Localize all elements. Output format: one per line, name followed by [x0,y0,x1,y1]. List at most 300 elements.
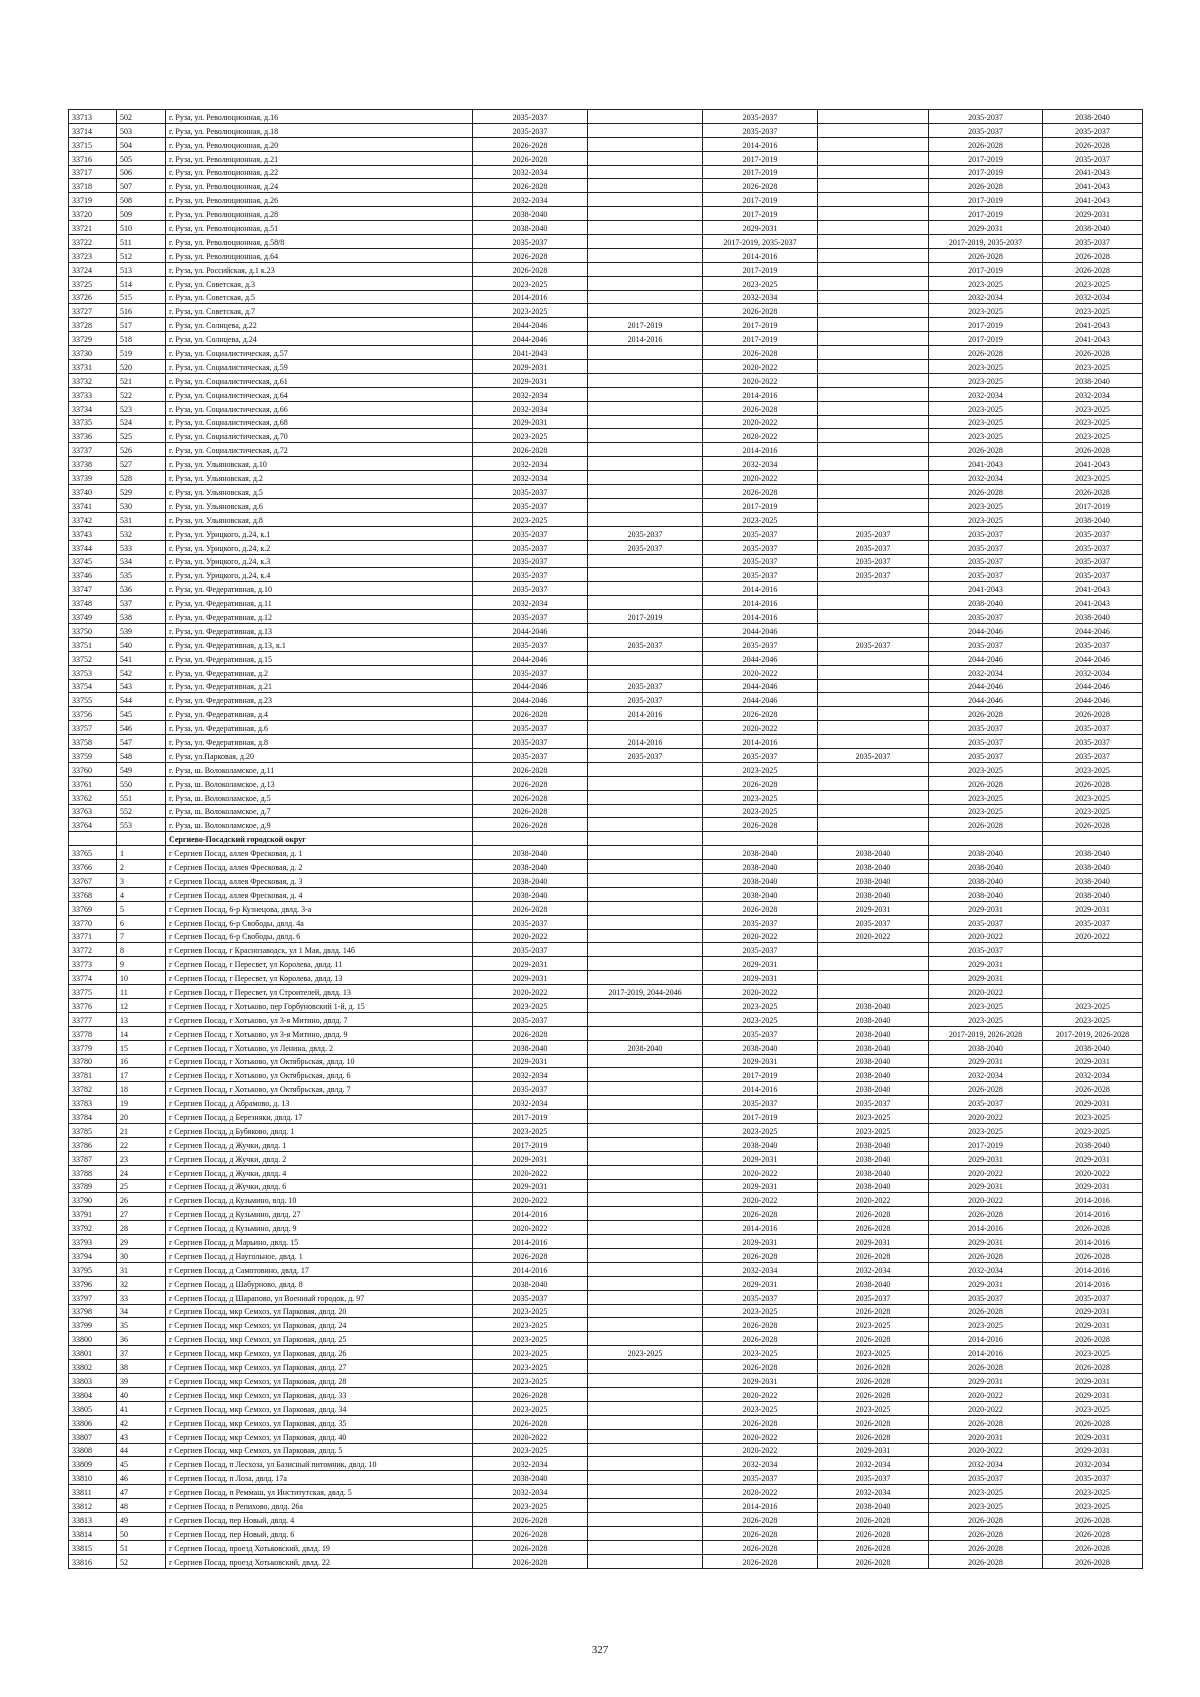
cell-period-col-6: 2032-2034 [1043,665,1143,679]
cell-ordinal: 25 [117,1179,166,1193]
cell-period-col-4: 2026-2028 [818,1429,929,1443]
cell-period-col-5: 2029-2031 [929,1276,1043,1290]
cell-record-id: 33793 [69,1235,117,1249]
cell-ordinal: 26 [117,1193,166,1207]
cell-address: г. Руза, ул. Социалистическая, д.72 [166,443,473,457]
table-row [69,1540,1143,1554]
cell-period-col-5: 2017-2019 [929,165,1043,179]
cell-period-col-6: 2041-2043 [1043,165,1143,179]
cell-address: г Сергиев Посад, д Кузьмино, влд. 10 [166,1193,473,1207]
cell-address: г Сергиев Посад, д Жучки, двлд. 2 [166,1151,473,1165]
cell-address: г Сергиев Посад, д Шабурново, двлд. 8 [166,1276,473,1290]
table-row [69,915,1143,929]
cell-period-col-3: 2038-2040 [703,846,818,860]
cell-period-col-6: 2038-2040 [1043,887,1143,901]
cell-record-id: 33731 [69,360,117,374]
cell-period-col-3: 2035-2037 [703,943,818,957]
table-row [69,1499,1143,1513]
cell-period-col-4: 2026-2028 [818,1249,929,1263]
cell-period-col-3: 2020-2022 [703,1193,818,1207]
cell-ordinal: 28 [117,1221,166,1235]
cell-period-col-4 [818,401,929,415]
cell-period-col-1: 2035-2037 [473,123,588,137]
cell-record-id: 33776 [69,999,117,1013]
cell-period-col-5: 2026-2028 [929,1512,1043,1526]
table-row [69,721,1143,735]
cell-period-col-2 [588,1471,703,1485]
cell-address: г. Руза, ул. Федеративная, д.15 [166,651,473,665]
cell-period-col-1: 2044-2046 [473,318,588,332]
cell-record-id: 33740 [69,485,117,499]
cell-address: г Сергиев Посад, мкр Семхоз, ул Парковая, двлд. 40 [166,1429,473,1443]
cell-address: г Сергиев Посад, 6-р Свободы, двлд. 4а [166,915,473,929]
cell-record-id: 33790 [69,1193,117,1207]
cell-ordinal: 518 [117,332,166,346]
cell-period-col-4: 2023-2025 [818,1318,929,1332]
cell-record-id: 33735 [69,415,117,429]
cell-address: г. Руза, ш. Волоколамское, д.5 [166,790,473,804]
cell-ordinal: 511 [117,235,166,249]
cell-address: г. Руза, ул. Социалистическая, д.66 [166,401,473,415]
cell-period-col-5: 2035-2037 [929,1096,1043,1110]
cell-period-col-1: 2026-2028 [473,1540,588,1554]
cell-address: г. Руза, ул.Парковая, д.20 [166,748,473,762]
cell-period-col-6: 2035-2037 [1043,568,1143,582]
cell-period-col-5: 2029-2031 [929,1054,1043,1068]
cell-period-col-2 [588,596,703,610]
cell-period-col-4 [818,776,929,790]
cell-period-col-5: 2032-2034 [929,387,1043,401]
cell-period-col-3: 2017-2019 [703,207,818,221]
cell-period-col-2: 2017-2019 [588,318,703,332]
cell-period-col-1: 2038-2040 [473,207,588,221]
cell-period-col-3: 2017-2019 [703,151,818,165]
cell-address: г Сергиев Посад, мкр Семхоз, ул Парковая, двлд. 26 [166,1346,473,1360]
cell-period-col-3: 2044-2046 [703,651,818,665]
cell-period-col-4: 2029-2031 [818,1443,929,1457]
cell-period-col-6: 2035-2037 [1043,235,1143,249]
cell-period-col-5: 2023-2025 [929,512,1043,526]
cell-ordinal: 513 [117,262,166,276]
cell-ordinal: 506 [117,165,166,179]
cell-record-id: 33717 [69,165,117,179]
cell-period-col-6: 2023-2025 [1043,1485,1143,1499]
cell-address: г. Руза, ул. Социалистическая, д.61 [166,373,473,387]
cell-record-id: 33809 [69,1457,117,1471]
cell-address: г. Руза, ул. Революционная, д.18 [166,123,473,137]
cell-period-col-1: 2026-2028 [473,901,588,915]
cell-ordinal: 545 [117,707,166,721]
cell-ordinal: 546 [117,721,166,735]
table-row [69,443,1143,457]
cell-address: г Сергиев Посад, проезд Хотьковский, двлд. 19 [166,1540,473,1554]
cell-period-col-5 [929,832,1043,846]
table-row [69,290,1143,304]
cell-period-col-3: 2020-2022 [703,1485,818,1499]
table-row [69,818,1143,832]
cell-period-col-1: 2026-2028 [473,262,588,276]
cell-period-col-6: 2023-2025 [1043,415,1143,429]
cell-record-id: 33810 [69,1471,117,1485]
cell-period-col-1: 2026-2028 [473,1526,588,1540]
cell-period-col-3: 2014-2016 [703,137,818,151]
cell-ordinal: 551 [117,790,166,804]
table-row [69,860,1143,874]
cell-address: г. Руза, ул. Революционная, д.24 [166,179,473,193]
cell-period-col-2 [588,818,703,832]
cell-period-col-4 [818,790,929,804]
cell-ordinal: 548 [117,748,166,762]
cell-period-col-3: 2017-2019 [703,498,818,512]
cell-period-col-5: 2023-2025 [929,429,1043,443]
cell-address: г Сергиев Посад, д Бубяково, двлд. 1 [166,1124,473,1138]
cell-period-col-5: 2014-2016 [929,1221,1043,1235]
cell-ordinal: 552 [117,804,166,818]
cell-record-id: 33755 [69,693,117,707]
cell-period-col-4: 2035-2037 [818,568,929,582]
cell-ordinal: 1 [117,846,166,860]
cell-period-col-4 [818,582,929,596]
cell-period-col-3: 2026-2028 [703,1512,818,1526]
cell-address: г. Руза, ул. Федеративная, д.12 [166,610,473,624]
cell-period-col-1: 2035-2037 [473,110,588,124]
cell-period-col-1: 2020-2022 [473,1429,588,1443]
cell-address: г Сергиев Посад, д Абрамово, д. 13 [166,1096,473,1110]
cell-period-col-1: 2014-2016 [473,1262,588,1276]
cell-period-col-4 [818,193,929,207]
cell-period-col-2 [588,110,703,124]
cell-address: г. Руза, ш. Волоколамское, д.7 [166,804,473,818]
table-row [69,1457,1143,1471]
cell-period-col-1: 2035-2037 [473,721,588,735]
table-row [69,596,1143,610]
cell-period-col-1: 2026-2028 [473,1026,588,1040]
cell-period-col-5: 2023-2025 [929,415,1043,429]
cell-ordinal: 544 [117,693,166,707]
cell-period-col-4: 2032-2034 [818,1457,929,1471]
table-row [69,1429,1143,1443]
cell-period-col-4 [818,762,929,776]
table-row [69,985,1143,999]
table-row [69,235,1143,249]
cell-period-col-5: 2029-2031 [929,957,1043,971]
cell-period-col-5: 2029-2031 [929,901,1043,915]
cell-period-col-2 [588,721,703,735]
cell-ordinal: 48 [117,1499,166,1513]
cell-ordinal: 11 [117,985,166,999]
cell-period-col-3: 2020-2022 [703,665,818,679]
cell-period-col-6: 2014-2016 [1043,1235,1143,1249]
cell-period-col-5: 2032-2034 [929,290,1043,304]
cell-period-col-1: 2023-2025 [473,1332,588,1346]
cell-period-col-1: 2035-2037 [473,554,588,568]
cell-period-col-6: 2029-2031 [1043,901,1143,915]
cell-address: г Сергиев Посад, д Самотовино, двлд. 17 [166,1262,473,1276]
cell-address: г Сергиев Посад, мкр Семхоз, ул Парковая, двлд. 33 [166,1387,473,1401]
cell-period-col-3: 2026-2028 [703,1526,818,1540]
cell-period-col-5: 2026-2028 [929,1249,1043,1263]
cell-period-col-3: 2035-2037 [703,110,818,124]
cell-period-col-5: 2035-2037 [929,637,1043,651]
cell-period-col-3: 2029-2031 [703,1276,818,1290]
cell-period-col-6: 2026-2028 [1043,137,1143,151]
cell-record-id: 33762 [69,790,117,804]
cell-address: г Сергиев Посад, мкр Семхоз, ул Парковая, двлд. 20 [166,1304,473,1318]
cell-period-col-3: 2044-2046 [703,693,818,707]
cell-period-col-3: 2026-2028 [703,818,818,832]
cell-period-col-4: 2038-2040 [818,1276,929,1290]
cell-ordinal [117,832,166,846]
cell-period-col-4: 2038-2040 [818,887,929,901]
table-row [69,248,1143,262]
table-row [69,415,1143,429]
cell-period-col-2 [588,498,703,512]
cell-period-col-5: 2023-2025 [929,790,1043,804]
cell-address: г Сергиев Посад, 6-р Свободы, двлд. 6 [166,929,473,943]
cell-period-col-3: 2014-2016 [703,1082,818,1096]
cell-period-col-1: 2035-2037 [473,1290,588,1304]
table-row [69,1235,1143,1249]
cell-period-col-1: 2044-2046 [473,651,588,665]
cell-period-col-6: 2035-2037 [1043,748,1143,762]
cell-ordinal: 15 [117,1040,166,1054]
cell-period-col-2 [588,873,703,887]
cell-period-col-4: 2038-2040 [818,873,929,887]
cell-record-id: 33763 [69,804,117,818]
cell-period-col-5: 2035-2037 [929,110,1043,124]
table-row [69,1207,1143,1221]
cell-address: г. Руза, ул. Урицкого, д.24, к.4 [166,568,473,582]
cell-address: г Сергиев Посад, п Лесхоза, ул Базисный питомник, двлд. 10 [166,1457,473,1471]
cell-period-col-3: 2014-2016 [703,1221,818,1235]
cell-period-col-2 [588,651,703,665]
section-header-row [69,832,1143,846]
cell-address: г. Руза, ул. Ульяновская, д.6 [166,498,473,512]
cell-period-col-3: 2026-2028 [703,1332,818,1346]
cell-period-col-2 [588,1457,703,1471]
cell-period-col-3: 2023-2025 [703,1401,818,1415]
table-row [69,1346,1143,1360]
table-row [69,526,1143,540]
cell-period-col-6 [1043,832,1143,846]
table-row [69,221,1143,235]
cell-period-col-6: 2038-2040 [1043,373,1143,387]
cell-period-col-5: 2020-2022 [929,1401,1043,1415]
cell-period-col-3: 2017-2019, 2035-2037 [703,235,818,249]
cell-address: г Сергиев Посад, г Хотьково, ул 3-я Митино, двлд. 9 [166,1026,473,1040]
cell-period-col-6: 2035-2037 [1043,123,1143,137]
cell-period-col-2 [588,1096,703,1110]
cell-period-col-3: 2014-2016 [703,443,818,457]
cell-period-col-6: 2023-2025 [1043,1346,1143,1360]
cell-record-id: 33720 [69,207,117,221]
cell-period-col-1: 2044-2046 [473,679,588,693]
cell-period-col-1: 2032-2034 [473,387,588,401]
cell-ordinal: 510 [117,221,166,235]
cell-period-col-6: 2035-2037 [1043,151,1143,165]
table-row [69,901,1143,915]
cell-ordinal: 35 [117,1318,166,1332]
cell-period-col-3: 2023-2025 [703,1012,818,1026]
cell-record-id: 33781 [69,1068,117,1082]
cell-record-id: 33744 [69,540,117,554]
cell-address: г Сергиев Посад, д Жучки, двлд. 4 [166,1165,473,1179]
cell-period-col-6: 2023-2025 [1043,276,1143,290]
cell-address: г. Руза, ул. Федеративная, д.2 [166,665,473,679]
cell-period-col-6: 2026-2028 [1043,262,1143,276]
cell-period-col-3: 2026-2028 [703,401,818,415]
cell-period-col-3: 2026-2028 [703,1360,818,1374]
cell-period-col-5: 2023-2025 [929,401,1043,415]
cell-period-col-6: 2041-2043 [1043,457,1143,471]
cell-period-col-4 [818,471,929,485]
cell-period-col-5: 2026-2028 [929,137,1043,151]
cell-period-col-6: 2023-2025 [1043,999,1143,1013]
cell-ordinal: 9 [117,957,166,971]
cell-address: г. Руза, ул. Советская, д.7 [166,304,473,318]
cell-address: г Сергиев Посад, д Кузьмино, двлд. 9 [166,1221,473,1235]
cell-period-col-1: 2023-2025 [473,1443,588,1457]
cell-period-col-1: 2038-2040 [473,221,588,235]
cell-record-id: 33736 [69,429,117,443]
cell-period-col-3: 2035-2037 [703,748,818,762]
table-row [69,1249,1143,1263]
cell-period-col-4: 2038-2040 [818,1499,929,1513]
cell-period-col-5: 2026-2028 [929,1082,1043,1096]
cell-period-col-2 [588,860,703,874]
cell-address: г. Руза, ул. Революционная, д.20 [166,137,473,151]
cell-period-col-3: 2023-2025 [703,1124,818,1138]
cell-record-id: 33745 [69,554,117,568]
cell-ordinal: 526 [117,443,166,457]
cell-period-col-6: 2041-2043 [1043,179,1143,193]
cell-period-col-1: 2020-2022 [473,985,588,999]
cell-address: г Сергиев Посад, г Хотьково, ул 3-я Митино, двлд. 7 [166,1012,473,1026]
cell-period-col-3: 2023-2025 [703,1304,818,1318]
cell-period-col-5: 2026-2028 [929,707,1043,721]
cell-period-col-6: 2026-2028 [1043,248,1143,262]
cell-ordinal: 45 [117,1457,166,1471]
cell-period-col-6: 2020-2022 [1043,1165,1143,1179]
cell-period-col-1: 2026-2028 [473,1554,588,1568]
table-row [69,1137,1143,1151]
cell-period-col-4: 2026-2028 [818,1554,929,1568]
cell-address: г. Руза, ул. Российская, д.1 к.23 [166,262,473,276]
cell-period-col-4: 2029-2031 [818,1235,929,1249]
cell-period-col-5: 2035-2037 [929,554,1043,568]
cell-period-col-1: 2035-2037 [473,915,588,929]
cell-period-col-1: 2035-2037 [473,526,588,540]
cell-address: г. Руза, ул. Революционная, д.64 [166,248,473,262]
cell-record-id: 33804 [69,1387,117,1401]
cell-period-col-2 [588,832,703,846]
cell-ordinal: 542 [117,665,166,679]
table-row [69,1387,1143,1401]
cell-period-col-3: 2023-2025 [703,1346,818,1360]
cell-period-col-2 [588,1318,703,1332]
cell-ordinal: 530 [117,498,166,512]
cell-period-col-4: 2026-2028 [818,1360,929,1374]
cell-period-col-4: 2038-2040 [818,1179,929,1193]
cell-period-col-6: 2038-2040 [1043,221,1143,235]
cell-record-id: 33743 [69,526,117,540]
cell-address: г. Руза, ул. Революционная, д.22 [166,165,473,179]
cell-period-col-3: 2020-2022 [703,360,818,374]
cell-period-col-6: 2023-2025 [1043,804,1143,818]
cell-period-col-6: 2026-2028 [1043,1415,1143,1429]
cell-address: г. Руза, ш. Волоколамское, д.9 [166,818,473,832]
cell-period-col-1: 2035-2037 [473,582,588,596]
cell-period-col-4: 2035-2037 [818,748,929,762]
cell-address: г. Руза, ул. Социалистическая, д.64 [166,387,473,401]
cell-ordinal: 547 [117,735,166,749]
cell-period-col-5: 2029-2031 [929,1374,1043,1388]
cell-ordinal: 549 [117,762,166,776]
cell-period-col-1: 2035-2037 [473,540,588,554]
cell-period-col-3: 2035-2037 [703,1290,818,1304]
table-row [69,123,1143,137]
cell-period-col-2 [588,1012,703,1026]
cell-period-col-3: 2017-2019 [703,193,818,207]
cell-record-id: 33802 [69,1360,117,1374]
cell-period-col-4: 2020-2022 [818,929,929,943]
cell-period-col-3: 2026-2028 [703,179,818,193]
cell-period-col-5: 2017-2019 [929,318,1043,332]
cell-record-id: 33756 [69,707,117,721]
table-row [69,471,1143,485]
cell-period-col-3: 2026-2028 [703,901,818,915]
cell-ordinal: 37 [117,1346,166,1360]
cell-period-col-3: 2026-2028 [703,1318,818,1332]
cell-record-id: 33808 [69,1443,117,1457]
cell-period-col-6: 2038-2040 [1043,512,1143,526]
cell-period-col-5: 2026-2028 [929,1540,1043,1554]
cell-period-col-2 [588,443,703,457]
cell-period-col-4: 2038-2040 [818,1012,929,1026]
table-row [69,790,1143,804]
cell-address: г Сергиев Посад, г Пересвет, ул Королева, двлд. 13 [166,971,473,985]
cell-period-col-3: 2026-2028 [703,1207,818,1221]
table-row [69,1485,1143,1499]
cell-record-id: 33761 [69,776,117,790]
table-row [69,1124,1143,1138]
cell-record-id: 33760 [69,762,117,776]
cell-ordinal: 12 [117,999,166,1013]
cell-period-col-2 [588,457,703,471]
cell-period-col-5: 2035-2037 [929,943,1043,957]
cell-period-col-2 [588,1110,703,1124]
cell-address: г. Руза, ул. Федеративная, д.6 [166,721,473,735]
cell-period-col-6: 2035-2037 [1043,526,1143,540]
cell-record-id: 33752 [69,651,117,665]
cell-period-col-3: 2017-2019 [703,1068,818,1082]
cell-period-col-2 [588,165,703,179]
cell-period-col-2 [588,1540,703,1554]
cell-address: г. Руза, ул. Ульяновская, д.5 [166,485,473,499]
cell-ordinal: 514 [117,276,166,290]
cell-address: г Сергиев Посад, д Березняки, двлд. 17 [166,1110,473,1124]
table-row [69,110,1143,124]
cell-period-col-6 [1043,971,1143,985]
cell-period-col-4 [818,512,929,526]
cell-period-col-1: 2023-2025 [473,1318,588,1332]
cell-period-col-5: 2023-2025 [929,1485,1043,1499]
cell-period-col-6: 2014-2016 [1043,1193,1143,1207]
cell-record-id: 33737 [69,443,117,457]
cell-period-col-3: 2017-2019 [703,318,818,332]
cell-period-col-1: 2032-2034 [473,401,588,415]
cell-address: г. Руза, ул. Революционная, д.26 [166,193,473,207]
